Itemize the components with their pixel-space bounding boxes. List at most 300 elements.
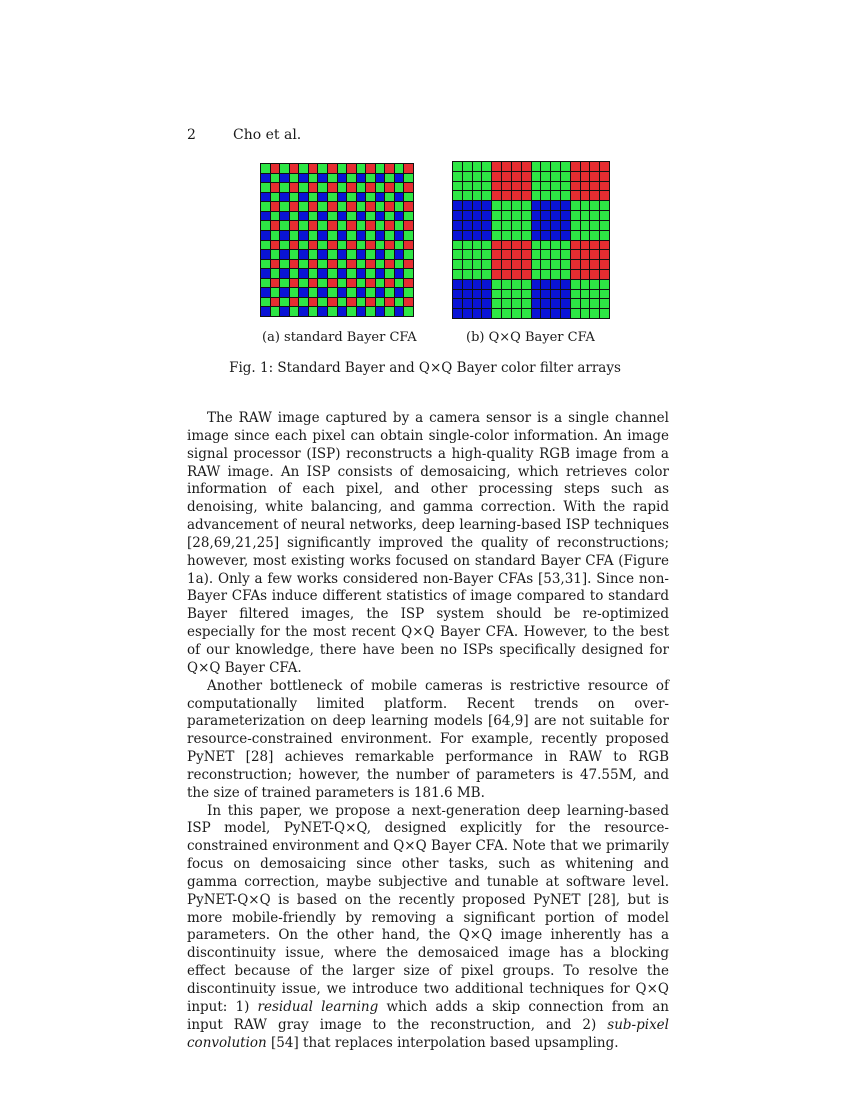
cfa-pixel <box>328 298 337 307</box>
cfa-pixel <box>571 191 580 200</box>
cfa-pixel <box>328 279 337 288</box>
page-number: 2 <box>187 127 196 143</box>
cfa-pixel <box>261 241 270 250</box>
cfa-pixel <box>581 191 590 200</box>
cfa-pixel <box>366 193 375 202</box>
cfa-pixel <box>482 211 491 220</box>
cfa-pixel <box>590 290 599 299</box>
cfa-pixel <box>512 231 521 240</box>
cfa-pixel <box>571 260 580 269</box>
cfa-pixel <box>366 250 375 259</box>
cfa-pixel <box>385 288 394 297</box>
cfa-pixel <box>280 164 289 173</box>
cfa-pixel <box>309 298 318 307</box>
cfa-pixel <box>338 164 347 173</box>
cfa-pixel <box>453 211 462 220</box>
cfa-pixel <box>318 221 327 230</box>
cfa-pixel <box>366 221 375 230</box>
cfa-pixel <box>453 241 462 250</box>
cfa-pixel <box>482 172 491 181</box>
cfa-pixel <box>395 269 404 278</box>
cfa-pixel <box>522 231 531 240</box>
cfa-pixel <box>395 250 404 259</box>
cfa-pixel <box>581 231 590 240</box>
cfa-pixel <box>357 174 366 183</box>
cfa-pixel <box>299 174 308 183</box>
cfa-pixel <box>492 241 501 250</box>
cfa-pixel <box>385 174 394 183</box>
cfa-pixel <box>551 260 560 269</box>
cfa-pixel <box>532 270 541 279</box>
cfa-pixel <box>600 250 609 259</box>
cfa-pixel <box>512 299 521 308</box>
cfa-pixel <box>512 270 521 279</box>
cfa-pixel <box>463 250 472 259</box>
cfa-pixel <box>482 260 491 269</box>
cfa-pixel <box>357 241 366 250</box>
cfa-pixel <box>590 182 599 191</box>
cfa-pixel <box>338 298 347 307</box>
cfa-pixel <box>532 280 541 289</box>
cfa-pixel <box>473 201 482 210</box>
cfa-pixel <box>309 307 318 316</box>
cfa-pixel <box>551 309 560 318</box>
cfa-pixel <box>328 260 337 269</box>
running-header <box>187 127 301 143</box>
cfa-pixel <box>561 250 570 259</box>
cfa-pixel <box>385 241 394 250</box>
cfa-pixel <box>290 202 299 211</box>
cfa-pixel <box>581 182 590 191</box>
cfa-pixel <box>532 191 541 200</box>
cfa-pixel <box>561 221 570 230</box>
cfa-pixel <box>376 193 385 202</box>
cfa-pixel <box>309 241 318 250</box>
cfa-pixel <box>541 211 550 220</box>
cfa-pixel <box>271 174 280 183</box>
cfa-pixel <box>590 162 599 171</box>
cfa-pixel <box>492 280 501 289</box>
cfa-pixel <box>290 164 299 173</box>
cfa-pixel <box>541 201 550 210</box>
subcaption-a: (a) standard Bayer CFA <box>262 330 417 345</box>
cfa-pixel <box>600 280 609 289</box>
cfa-pixel <box>328 174 337 183</box>
cfa-pixel <box>328 202 337 211</box>
cfa-pixel <box>347 231 356 240</box>
cfa-pixel <box>395 193 404 202</box>
cfa-pixel <box>385 279 394 288</box>
cfa-pixel <box>404 212 413 221</box>
cfa-pixel <box>395 298 404 307</box>
cfa-pixel <box>357 164 366 173</box>
cfa-pixel <box>600 231 609 240</box>
cfa-pixel <box>280 250 289 259</box>
cfa-pixel <box>600 290 609 299</box>
cfa-pixel <box>453 290 462 299</box>
cfa-pixel <box>590 309 599 318</box>
cfa-pixel <box>581 299 590 308</box>
cfa-pixel <box>261 202 270 211</box>
cfa-pixel <box>271 193 280 202</box>
cfa-pixel <box>338 307 347 316</box>
cfa-pixel <box>280 221 289 230</box>
cfa-pixel <box>338 260 347 269</box>
cfa-pixel <box>299 269 308 278</box>
cfa-pixel <box>532 231 541 240</box>
cfa-pixel <box>280 279 289 288</box>
sub-pixel-convolution-term: sub-pixel convolution <box>187 1016 669 1051</box>
cfa-pixel <box>522 299 531 308</box>
cfa-pixel <box>318 183 327 192</box>
cfa-pixel <box>581 201 590 210</box>
cfa-pixel <box>532 241 541 250</box>
cfa-pixel <box>571 290 580 299</box>
cfa-pixel <box>551 172 560 181</box>
cfa-pixel <box>271 231 280 240</box>
cfa-pixel <box>290 193 299 202</box>
cfa-pixel <box>522 201 531 210</box>
cfa-pixel <box>463 191 472 200</box>
cfa-pixel <box>551 299 560 308</box>
cfa-pixel <box>299 307 308 316</box>
cfa-pixel <box>376 164 385 173</box>
cfa-pixel <box>453 221 462 230</box>
cfa-pixel <box>463 201 472 210</box>
cfa-pixel <box>512 182 521 191</box>
cfa-pixel <box>581 221 590 230</box>
cfa-pixel <box>512 162 521 171</box>
cfa-pixel <box>347 250 356 259</box>
cfa-pixel <box>522 182 531 191</box>
cfa-pixel <box>347 221 356 230</box>
cfa-pixel <box>328 307 337 316</box>
cfa-pixel <box>290 183 299 192</box>
cfa-pixel <box>404 231 413 240</box>
cfa-pixel <box>347 260 356 269</box>
cfa-pixel <box>502 221 511 230</box>
cfa-pixel <box>357 221 366 230</box>
cfa-pixel <box>492 221 501 230</box>
cfa-pixel <box>357 288 366 297</box>
cfa-pixel <box>551 162 560 171</box>
cfa-pixel <box>271 288 280 297</box>
figure-caption: Fig. 1: Standard Bayer and Q×Q Bayer color filter arrays <box>229 360 621 376</box>
cfa-pixel <box>290 260 299 269</box>
cfa-pixel <box>347 193 356 202</box>
cfa-pixel <box>338 221 347 230</box>
cfa-pixel <box>492 290 501 299</box>
cfa-pixel <box>463 231 472 240</box>
cfa-pixel <box>366 183 375 192</box>
cfa-pixel <box>571 162 580 171</box>
cfa-pixel <box>473 191 482 200</box>
cfa-pixel <box>561 231 570 240</box>
cfa-pixel <box>299 221 308 230</box>
cfa-pixel <box>404 241 413 250</box>
cfa-pixel <box>347 202 356 211</box>
cfa-pixel <box>376 231 385 240</box>
cfa-pixel <box>318 193 327 202</box>
cfa-pixel <box>590 270 599 279</box>
cfa-pixel <box>522 172 531 181</box>
cfa-pixel <box>473 280 482 289</box>
cfa-pixel <box>338 183 347 192</box>
cfa-pixel <box>502 299 511 308</box>
cfa-pixel <box>376 307 385 316</box>
cfa-pixel <box>357 279 366 288</box>
cfa-pixel <box>395 183 404 192</box>
cfa-pixel <box>395 241 404 250</box>
cfa-pixel <box>385 202 394 211</box>
cfa-pixel <box>590 299 599 308</box>
cfa-pixel <box>492 309 501 318</box>
cfa-pixel <box>541 250 550 259</box>
cfa-pixel <box>366 241 375 250</box>
cfa-pixel <box>590 172 599 181</box>
cfa-pixel <box>541 191 550 200</box>
cfa-pixel <box>261 260 270 269</box>
cfa-pixel <box>561 201 570 210</box>
cfa-pixel <box>357 307 366 316</box>
cfa-pixel <box>502 162 511 171</box>
cfa-pixel <box>290 307 299 316</box>
cfa-pixel <box>571 221 580 230</box>
cfa-pixel <box>328 269 337 278</box>
cfa-pixel <box>338 202 347 211</box>
cfa-pixel <box>590 250 599 259</box>
cfa-pixel <box>453 250 462 259</box>
cfa-pixel <box>502 182 511 191</box>
cfa-pixel <box>309 250 318 259</box>
cfa-pixel <box>347 212 356 221</box>
cfa-pixel <box>463 299 472 308</box>
cfa-pixel <box>271 212 280 221</box>
cfa-pixel <box>338 250 347 259</box>
cfa-pixel <box>492 191 501 200</box>
cfa-pixel <box>463 182 472 191</box>
cfa-pixel <box>473 250 482 259</box>
cfa-pixel <box>532 201 541 210</box>
paragraph-3 <box>187 803 669 1053</box>
cfa-pixel <box>590 280 599 289</box>
cfa-pixel <box>261 193 270 202</box>
cfa-pixel <box>290 221 299 230</box>
cfa-pixel <box>376 183 385 192</box>
cfa-pixel <box>571 299 580 308</box>
cfa-pixel <box>261 164 270 173</box>
cfa-pixel <box>385 212 394 221</box>
cfa-pixel <box>541 299 550 308</box>
cfa-pixel <box>502 231 511 240</box>
cfa-pixel <box>502 270 511 279</box>
cfa-pixel <box>590 231 599 240</box>
cfa-pixel <box>581 290 590 299</box>
cfa-pixel <box>512 191 521 200</box>
cfa-pixel <box>395 221 404 230</box>
cfa-pixel <box>502 280 511 289</box>
cfa-pixel <box>404 298 413 307</box>
cfa-pixel <box>271 279 280 288</box>
cfa-pixel <box>280 231 289 240</box>
cfa-pixel <box>581 162 590 171</box>
residual-learning-term: residual learning <box>257 998 379 1015</box>
cfa-pixel <box>532 172 541 181</box>
cfa-pixel <box>581 211 590 220</box>
cfa-pixel <box>261 279 270 288</box>
cfa-pixel <box>512 172 521 181</box>
cfa-pixel <box>571 182 580 191</box>
cfa-pixel <box>463 309 472 318</box>
cfa-pixel <box>309 279 318 288</box>
cfa-pixel <box>299 288 308 297</box>
cfa-pixel <box>532 182 541 191</box>
cfa-pixel <box>299 298 308 307</box>
cfa-pixel <box>502 309 511 318</box>
cfa-pixel <box>290 298 299 307</box>
cfa-pixel <box>532 211 541 220</box>
cfa-pixel <box>376 202 385 211</box>
cfa-pixel <box>482 201 491 210</box>
cfa-pixel <box>482 280 491 289</box>
cfa-pixel <box>299 231 308 240</box>
cfa-pixel <box>453 270 462 279</box>
cfa-pixel <box>512 309 521 318</box>
cfa-pixel <box>328 288 337 297</box>
cfa-pixel <box>299 164 308 173</box>
cfa-pixel <box>318 260 327 269</box>
cfa-pixel <box>502 201 511 210</box>
cfa-pixel <box>366 260 375 269</box>
cfa-pixel <box>385 221 394 230</box>
cfa-pixel <box>492 270 501 279</box>
cfa-pixel <box>551 182 560 191</box>
cfa-pixel <box>299 193 308 202</box>
cfa-pixel <box>512 260 521 269</box>
cfa-pixel <box>541 290 550 299</box>
cfa-pixel <box>328 212 337 221</box>
cfa-pixel <box>453 201 462 210</box>
cfa-pixel <box>492 162 501 171</box>
cfa-pixel <box>541 172 550 181</box>
cfa-pixel <box>347 174 356 183</box>
cfa-pixel <box>328 241 337 250</box>
cfa-pixel <box>357 202 366 211</box>
cfa-pixel <box>581 280 590 289</box>
cfa-pixel <box>271 241 280 250</box>
cfa-pixel <box>482 270 491 279</box>
cfa-pixel <box>357 269 366 278</box>
cfa-pixel <box>385 269 394 278</box>
cfa-pixel <box>280 269 289 278</box>
cfa-pixel <box>376 174 385 183</box>
cfa-pixel <box>309 288 318 297</box>
cfa-pixel <box>473 231 482 240</box>
cfa-pixel <box>492 250 501 259</box>
cfa-pixel <box>385 298 394 307</box>
subcaption-b: (b) Q×Q Bayer CFA <box>466 330 595 345</box>
cfa-pixel <box>551 231 560 240</box>
cfa-pixel <box>502 250 511 259</box>
cfa-pixel <box>338 279 347 288</box>
cfa-pixel <box>492 172 501 181</box>
cfa-pixel <box>290 269 299 278</box>
cfa-pixel <box>261 269 270 278</box>
cfa-pixel <box>561 290 570 299</box>
cfa-pixel <box>385 164 394 173</box>
cfa-pixel <box>541 182 550 191</box>
cfa-pixel <box>453 309 462 318</box>
cfa-pixel <box>261 231 270 240</box>
cfa-pixel <box>522 309 531 318</box>
cfa-pixel <box>404 250 413 259</box>
cfa-pixel <box>522 162 531 171</box>
cfa-pixel <box>512 241 521 250</box>
cfa-pixel <box>541 231 550 240</box>
cfa-pixel <box>271 202 280 211</box>
cfa-pixel <box>366 269 375 278</box>
cfa-pixel <box>561 182 570 191</box>
cfa-pixel <box>280 193 289 202</box>
cfa-pixel <box>271 260 280 269</box>
cfa-pixel <box>482 290 491 299</box>
cfa-pixel <box>404 307 413 316</box>
cfa-pixel <box>309 269 318 278</box>
cfa-pixel <box>532 299 541 308</box>
cfa-pixel <box>271 269 280 278</box>
cfa-pixel <box>590 221 599 230</box>
cfa-pixel <box>482 182 491 191</box>
cfa-pixel <box>299 279 308 288</box>
cfa-pixel <box>522 260 531 269</box>
cfa-pixel <box>590 191 599 200</box>
cfa-pixel <box>512 201 521 210</box>
cfa-pixel <box>482 162 491 171</box>
cfa-pixel <box>551 211 560 220</box>
cfa-pixel <box>492 260 501 269</box>
cfa-pixel <box>299 183 308 192</box>
cfa-pixel <box>551 250 560 259</box>
cfa-pixel <box>328 164 337 173</box>
cfa-pixel <box>318 307 327 316</box>
cfa-pixel <box>581 309 590 318</box>
cfa-pixel <box>395 202 404 211</box>
cfa-pixel <box>280 183 289 192</box>
cfa-pixel <box>309 193 318 202</box>
cfa-pixel <box>532 309 541 318</box>
cfa-pixel <box>366 307 375 316</box>
cfa-pixel <box>502 191 511 200</box>
cfa-pixel <box>453 182 462 191</box>
cfa-pixel <box>581 241 590 250</box>
cfa-pixel <box>385 307 394 316</box>
paragraph-3-text-c: [54] that replaces interpolation based upsampling. <box>266 1034 619 1051</box>
cfa-pixel <box>492 299 501 308</box>
cfa-pixel <box>376 288 385 297</box>
body-text <box>187 410 669 1052</box>
cfa-pixel <box>271 298 280 307</box>
cfa-pixel <box>318 174 327 183</box>
cfa-pixel <box>328 221 337 230</box>
cfa-pixel <box>366 231 375 240</box>
cfa-pixel <box>551 221 560 230</box>
cfa-pixel <box>290 241 299 250</box>
cfa-pixel <box>561 280 570 289</box>
cfa-pixel <box>328 231 337 240</box>
cfa-pixel <box>347 269 356 278</box>
cfa-pixel <box>338 269 347 278</box>
cfa-pixel <box>376 241 385 250</box>
